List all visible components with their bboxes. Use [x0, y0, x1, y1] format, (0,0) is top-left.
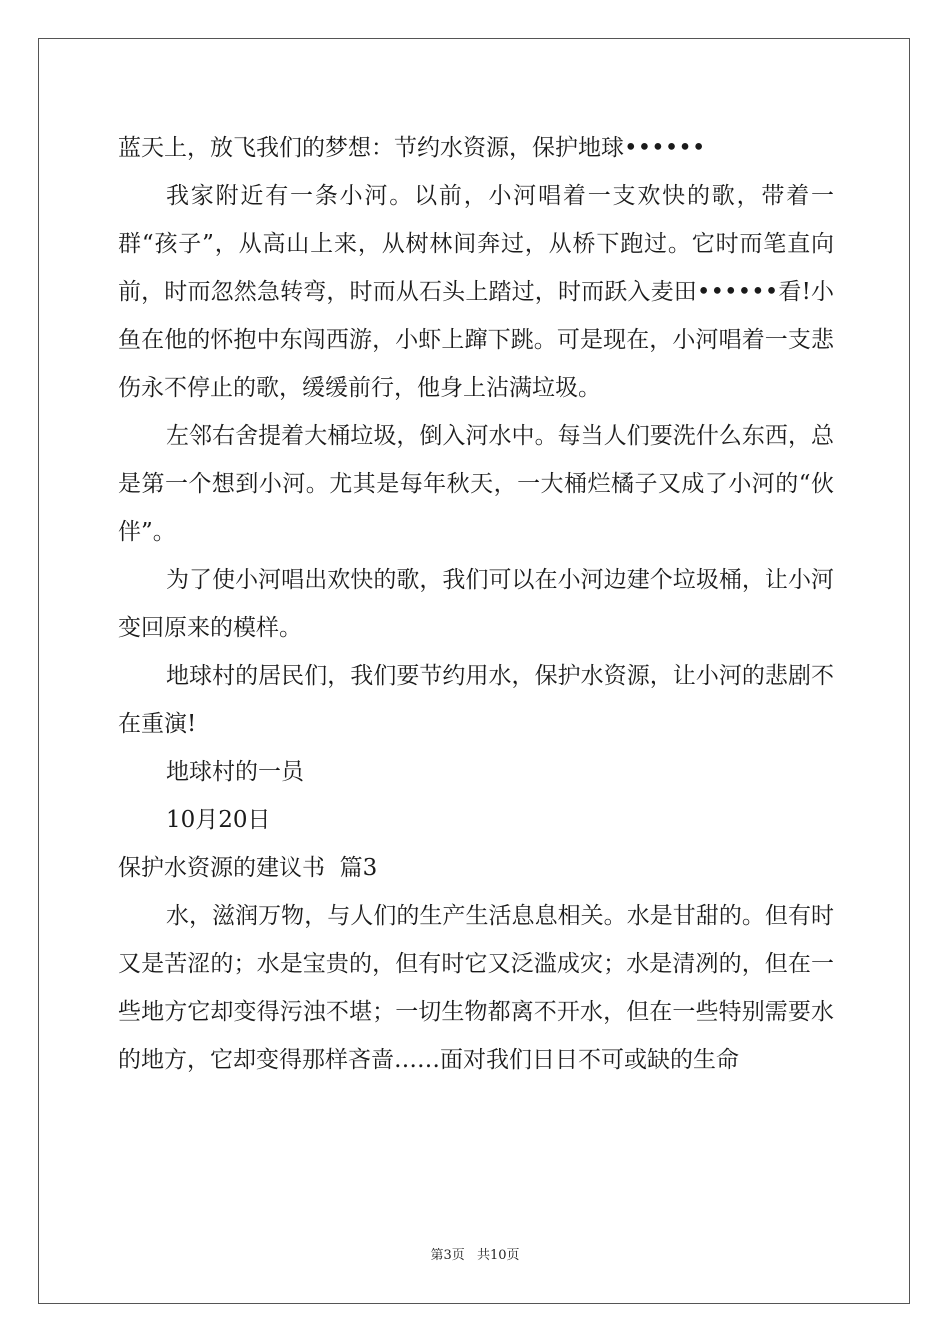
paragraph-neighbors: 左邻右舍提着大桶垃圾，倒入河水中。每当人们要洗什么东西，总是第一个想到小河。尤其是每年秋天，一大桶烂橘子又成了小河的“伙伴”。: [118, 423, 834, 545]
section-heading: 保护水资源的建议书 篇3: [118, 855, 378, 881]
text-line-continuation: 蓝天上，放飞我们的梦想：节约水资源，保护地球••••••: [118, 135, 706, 161]
document-body: [118, 124, 834, 1084]
paragraph-river: 我家附近有一条小河。以前，小河唱着一支欢快的歌，带着一群“孩子”，从高山上来，从树林间奔过，从桥下跑过。它时而笔直向前，时而忽然急转弯，时而从石头上踏过，时而跃入麦田••••••看!小鱼在他的怀抱中东闯西游，小虾上蹿下跳。可是现在，小河唱着一支悲伤永不停止的歌，缓缓前行，他身上沾满垃圾。: [118, 183, 834, 401]
page-total: 共10页: [476, 1248, 520, 1263]
paragraph-trash-bin: 为了使小河唱出欢快的歌，我们可以在小河边建个垃圾桶，让小河变回原来的模样。: [118, 567, 834, 641]
date: 10月20日: [166, 807, 271, 833]
paragraph-appeal: 地球村的居民们，我们要节约用水，保护水资源，让小河的悲剧不在重演!: [118, 663, 834, 737]
signature: 地球村的一员: [166, 759, 304, 785]
page-footer: [0, 1244, 950, 1263]
page-number: 第3页: [430, 1248, 465, 1263]
paragraph-water: 水，滋润万物，与人们的生产生活息息相关。水是甘甜的。但有时又是苦涩的；水是宝贵的，但有时它又泛滥成灾；水是清冽的，但在一些地方它却变得污浊不堪；一切生物都离不开水，但在一些特别需要水的地方，它却变得那样吝啬……面对我们日日不可或缺的生命: [118, 903, 834, 1073]
